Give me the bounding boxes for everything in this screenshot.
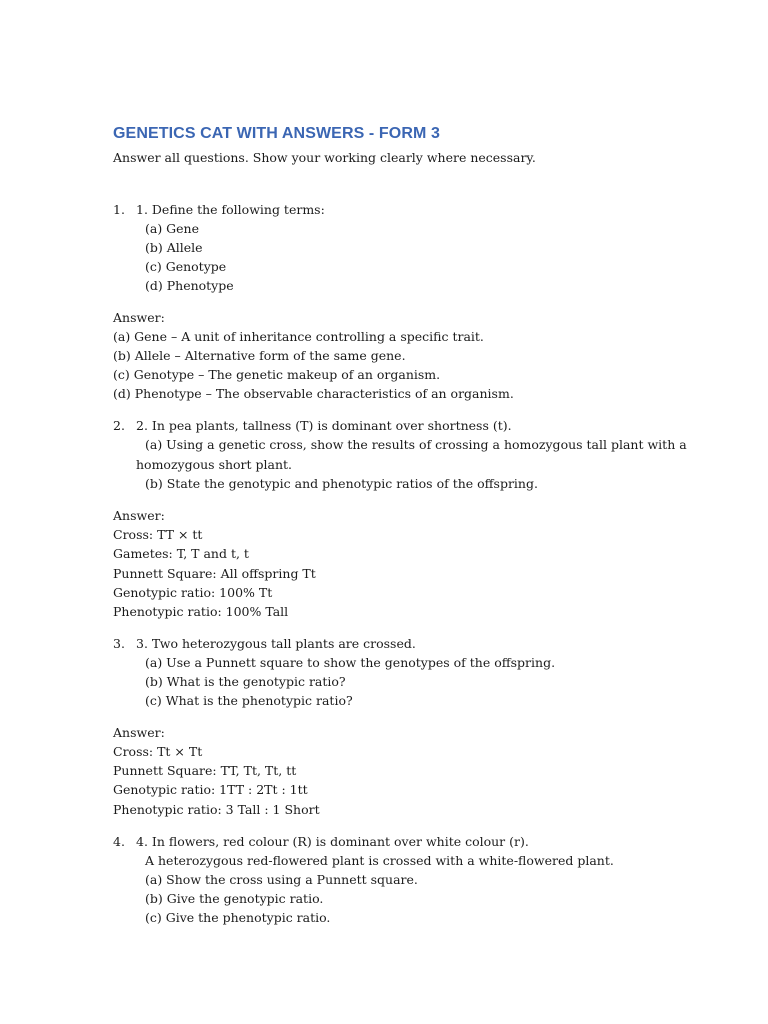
question-text: (b) State the genotypic and phenotypic ratios of the offspring.: [145, 476, 538, 491]
answer-label: Answer:: [113, 310, 165, 325]
answer-line: Genotypic ratio: 100% Tt: [113, 585, 273, 600]
document-title: GENETICS CAT WITH ANSWERS - FORM 3: [113, 125, 440, 142]
question-text: (c) Give the phenotypic ratio.: [145, 910, 331, 925]
question-text: 2. In pea plants, tallness (T) is dominant over shortness (t).: [136, 418, 512, 433]
question-text: (a) Gene: [145, 221, 200, 236]
question-text: (c) What is the phenotypic ratio?: [145, 693, 353, 708]
answer-line: Punnett Square: All offspring Tt: [113, 566, 316, 581]
question-text: (d) Phenotype: [145, 278, 234, 293]
question-number: 3.: [113, 636, 125, 651]
answer-line: Genotypic ratio: 1TT : 2Tt : 1tt: [113, 782, 308, 797]
answer-line: (c) Genotype – The genetic makeup of an organism.: [113, 367, 441, 382]
answer-line: Cross: Tt × Tt: [113, 744, 203, 759]
question-text: (b) Give the genotypic ratio.: [145, 891, 324, 906]
question-text: (a) Show the cross using a Punnett square.: [145, 872, 418, 887]
question-text: 4. In flowers, red colour (R) is dominant over white colour (r).: [136, 834, 529, 849]
answer-line: (a) Gene – A unit of inheritance controlling a specific trait.: [113, 329, 484, 344]
question-text: (b) What is the genotypic ratio?: [145, 674, 346, 689]
answer-line: (b) Allele – Alternative form of the same gene.: [113, 348, 406, 363]
question-text: (b) Allele: [145, 240, 203, 255]
question-number: 4.: [113, 834, 125, 849]
answer-label: Answer:: [113, 508, 165, 523]
answer-line: Phenotypic ratio: 100% Tall: [113, 604, 289, 619]
answer-line: Gametes: T, T and t, t: [113, 546, 249, 561]
question-text: (a) Use a Punnett square to show the genotypes of the offspring.: [145, 655, 556, 670]
question-text: 3. Two heterozygous tall plants are crossed.: [136, 636, 416, 651]
question-text: (a) Using a genetic cross, show the results of crossing a homozygous tall plant with a: [145, 437, 687, 452]
answer-label: Answer:: [113, 725, 165, 740]
answer-line: (d) Phenotype – The observable characteristics of an organism.: [113, 386, 514, 401]
question-number: 2.: [113, 418, 125, 433]
answer-line: Cross: TT × tt: [113, 527, 203, 542]
instructions: Answer all questions. Show your working clearly where necessary.: [113, 150, 536, 165]
question-text: homozygous short plant.: [136, 457, 293, 472]
question-text: (c) Genotype: [145, 259, 227, 274]
answer-line: Punnett Square: TT, Tt, Tt, tt: [113, 763, 297, 778]
question-text: A heterozygous red-flowered plant is crossed with a white-flowered plant.: [145, 853, 614, 868]
question-text: 1. Define the following terms:: [136, 202, 325, 217]
answer-line: Phenotypic ratio: 3 Tall : 1 Short: [113, 802, 320, 817]
question-number: 1.: [113, 202, 125, 217]
